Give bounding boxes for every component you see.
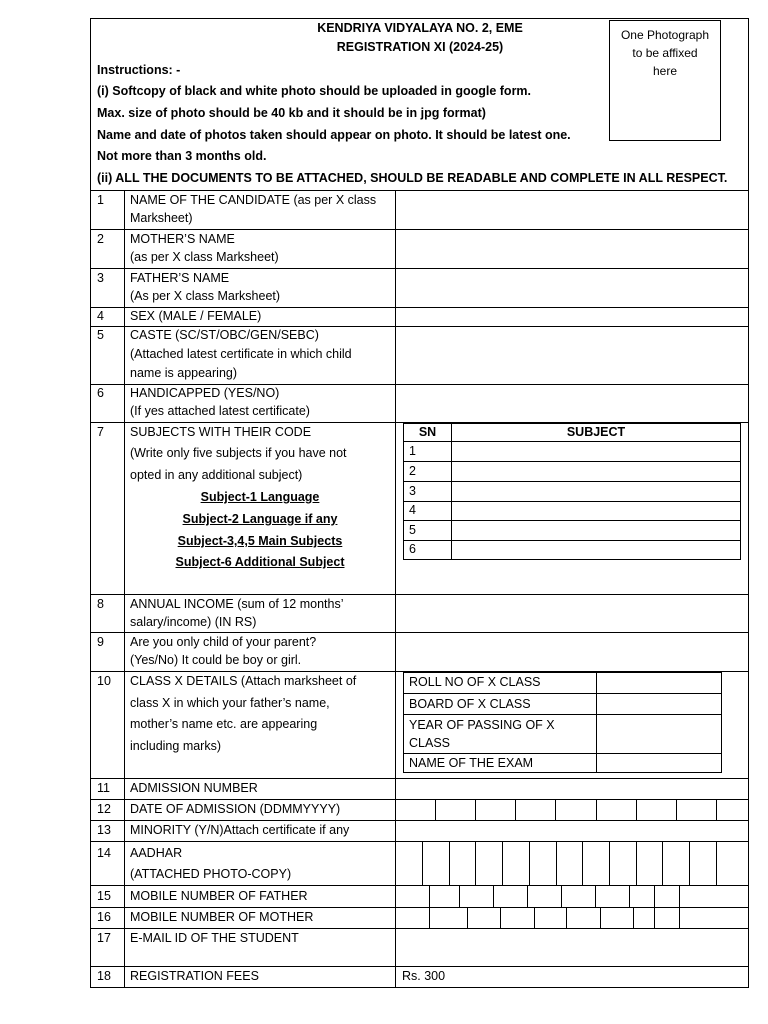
classx-year-field[interactable] <box>598 716 720 752</box>
row-7-label: SUBJECTS WITH THEIR CODE <box>130 425 312 439</box>
row-12-number: 12 <box>97 802 111 816</box>
annual-income-field[interactable] <box>397 596 747 631</box>
row-12-label: DATE OF ADMISSION (DDMMYYYY) <box>130 802 341 816</box>
row-1-label-2: Marksheet) <box>130 211 193 225</box>
row-10-label-4: including marks) <box>130 739 222 753</box>
handicapped-field[interactable] <box>397 386 747 421</box>
subject-2-field[interactable] <box>453 463 739 480</box>
row-14-label-2: (ATTACHED PHOTO-COPY) <box>130 867 292 881</box>
row-7-label-2: (Write only five subjects if you have not <box>130 446 347 460</box>
subject-3-field[interactable] <box>453 483 739 500</box>
row-17-label: E-MAIL ID OF THE STUDENT <box>130 931 299 945</box>
mother-name-field[interactable] <box>397 231 747 267</box>
subject-table-subject-header: SUBJECT <box>566 425 626 439</box>
row-11-number: 11 <box>97 781 110 795</box>
photo-box-line2: to be affixed <box>632 46 698 60</box>
row-6-label: HANDICAPPED (YES/NO) <box>130 386 280 400</box>
subject-1-field[interactable] <box>453 443 739 460</box>
subject-sn-6: 6 <box>409 542 416 556</box>
caste-field[interactable] <box>397 328 747 383</box>
row-5-label: CASTE (SC/ST/OBC/GEN/SEBC) <box>130 328 319 342</box>
row-13-number: 13 <box>97 823 111 837</box>
instruction-5: (ii) ALL THE DOCUMENTS TO BE ATTACHED, SHOULD BE READABLE AND COMPLETE IN ALL RESPECT. <box>97 171 728 185</box>
row-13-label: MINORITY (Y/N)Attach certificate if any <box>130 823 350 837</box>
row-10-number: 10 <box>97 674 111 688</box>
row-7-number: 7 <box>97 425 104 439</box>
subject-table-sn-header: SN <box>418 425 437 439</box>
instruction-3: Name and date of photos taken should appear on photo. It should be latest one. <box>97 128 571 142</box>
classx-board-field[interactable] <box>598 695 720 713</box>
subject-sn-3: 3 <box>409 484 416 498</box>
row-3-number: 3 <box>97 271 104 285</box>
classx-roll-label: ROLL NO OF X CLASS <box>409 675 541 689</box>
registration-title: REGISTRATION XI (2024-25) <box>336 40 504 54</box>
subject-sn-1: 1 <box>409 444 416 458</box>
row-11-label: ADMISSION NUMBER <box>130 781 258 795</box>
email-field[interactable] <box>397 930 747 965</box>
row-9-label: Are you only child of your parent? <box>130 635 317 649</box>
row-3-label-2: (As per X class Marksheet) <box>130 289 281 303</box>
classx-board-label: BOARD OF X CLASS <box>409 697 531 711</box>
row-14-number: 14 <box>97 846 111 860</box>
row-15-number: 15 <box>97 889 111 903</box>
photo-box[interactable] <box>609 20 721 141</box>
row-18-number: 18 <box>97 969 111 983</box>
instruction-4: Not more than 3 months old. <box>97 149 267 163</box>
row-2-number: 2 <box>97 232 104 246</box>
instruction-2: Max. size of photo should be 40 kb and it should be in jpg format) <box>97 106 486 120</box>
classx-year-label: YEAR OF PASSING OF X <box>409 718 555 732</box>
classx-exam-label: NAME OF THE EXAM <box>409 756 534 770</box>
row-4-number: 4 <box>97 309 104 323</box>
photo-box-line3: here <box>652 64 678 78</box>
row-14-label: AADHAR <box>130 846 183 860</box>
row-5-number: 5 <box>97 328 104 342</box>
row-6-number: 6 <box>97 386 104 400</box>
row-6-label-2: (If yes attached latest certificate) <box>130 404 310 418</box>
school-title: KENDRIYA VIDYALAYA NO. 2, EME <box>317 21 523 35</box>
row-15-label: MOBILE NUMBER OF FATHER <box>130 889 308 903</box>
row-16-number: 16 <box>97 910 111 924</box>
classx-roll-field[interactable] <box>598 674 720 692</box>
row-18-label: REGISTRATION FEES <box>130 969 259 983</box>
row-7-label-3: opted in any additional subject) <box>130 468 303 482</box>
row-5-label-2: (Attached latest certificate in which child <box>130 347 352 361</box>
subject-2-note: Subject-2 Language if any <box>182 512 338 526</box>
instruction-1: (i) Softcopy of black and white photo should be uploaded in google form. <box>97 84 532 98</box>
classx-exam-field[interactable] <box>598 755 720 771</box>
subject-1-note: Subject-1 Language <box>200 490 320 504</box>
classx-year-label-2: CLASS <box>409 736 450 750</box>
row-17-number: 17 <box>97 931 111 945</box>
photo-box-line1: One Photograph <box>620 28 710 42</box>
row-4-label: SEX (MALE / FEMALE) <box>130 309 262 323</box>
row-3-label: FATHER’S NAME <box>130 271 230 285</box>
row-9-number: 9 <box>97 635 104 649</box>
row-1-number: 1 <box>97 193 104 207</box>
subject-6-note: Subject-6 Additional Subject <box>175 555 345 569</box>
subject-sn-5: 5 <box>409 523 416 537</box>
admission-number-field[interactable] <box>397 780 747 798</box>
minority-field[interactable] <box>397 822 747 840</box>
row-8-label: ANNUAL INCOME (sum of 12 months’ <box>130 597 344 611</box>
row-1-label: NAME OF THE CANDIDATE (as per X class <box>130 193 377 207</box>
father-name-field[interactable] <box>397 270 747 306</box>
row-8-label-2: salary/income) (IN RS) <box>130 615 257 629</box>
row-2-label: MOTHER’S NAME <box>130 232 235 246</box>
row-10-label-2: class X in which your father’s name, <box>130 696 330 710</box>
row-2-label-2: (as per X class Marksheet) <box>130 250 279 264</box>
subject-6-field[interactable] <box>453 542 739 558</box>
sex-field[interactable] <box>397 308 747 325</box>
subject-5-field[interactable] <box>453 522 739 539</box>
row-10-label-3: mother’s name etc. are appearing <box>130 717 318 731</box>
subject-4-field[interactable] <box>453 503 739 519</box>
row-5-label-3: name is appearing) <box>130 366 238 380</box>
row-8-number: 8 <box>97 597 104 611</box>
row-9-label-2: (Yes/No) It could be boy or girl. <box>130 653 302 667</box>
subject-sn-2: 2 <box>409 464 416 478</box>
registration-fee-value: Rs. 300 <box>402 969 446 983</box>
only-child-field[interactable] <box>397 634 747 670</box>
subject-3-note: Subject-3,4,5 Main Subjects <box>177 534 343 548</box>
subject-sn-4: 4 <box>409 503 416 517</box>
candidate-name-field[interactable] <box>397 192 747 228</box>
row-16-label: MOBILE NUMBER OF MOTHER <box>130 910 314 924</box>
instructions-label: Instructions: - <box>97 63 181 77</box>
row-10-label: CLASS X DETAILS (Attach marksheet of <box>130 674 357 688</box>
